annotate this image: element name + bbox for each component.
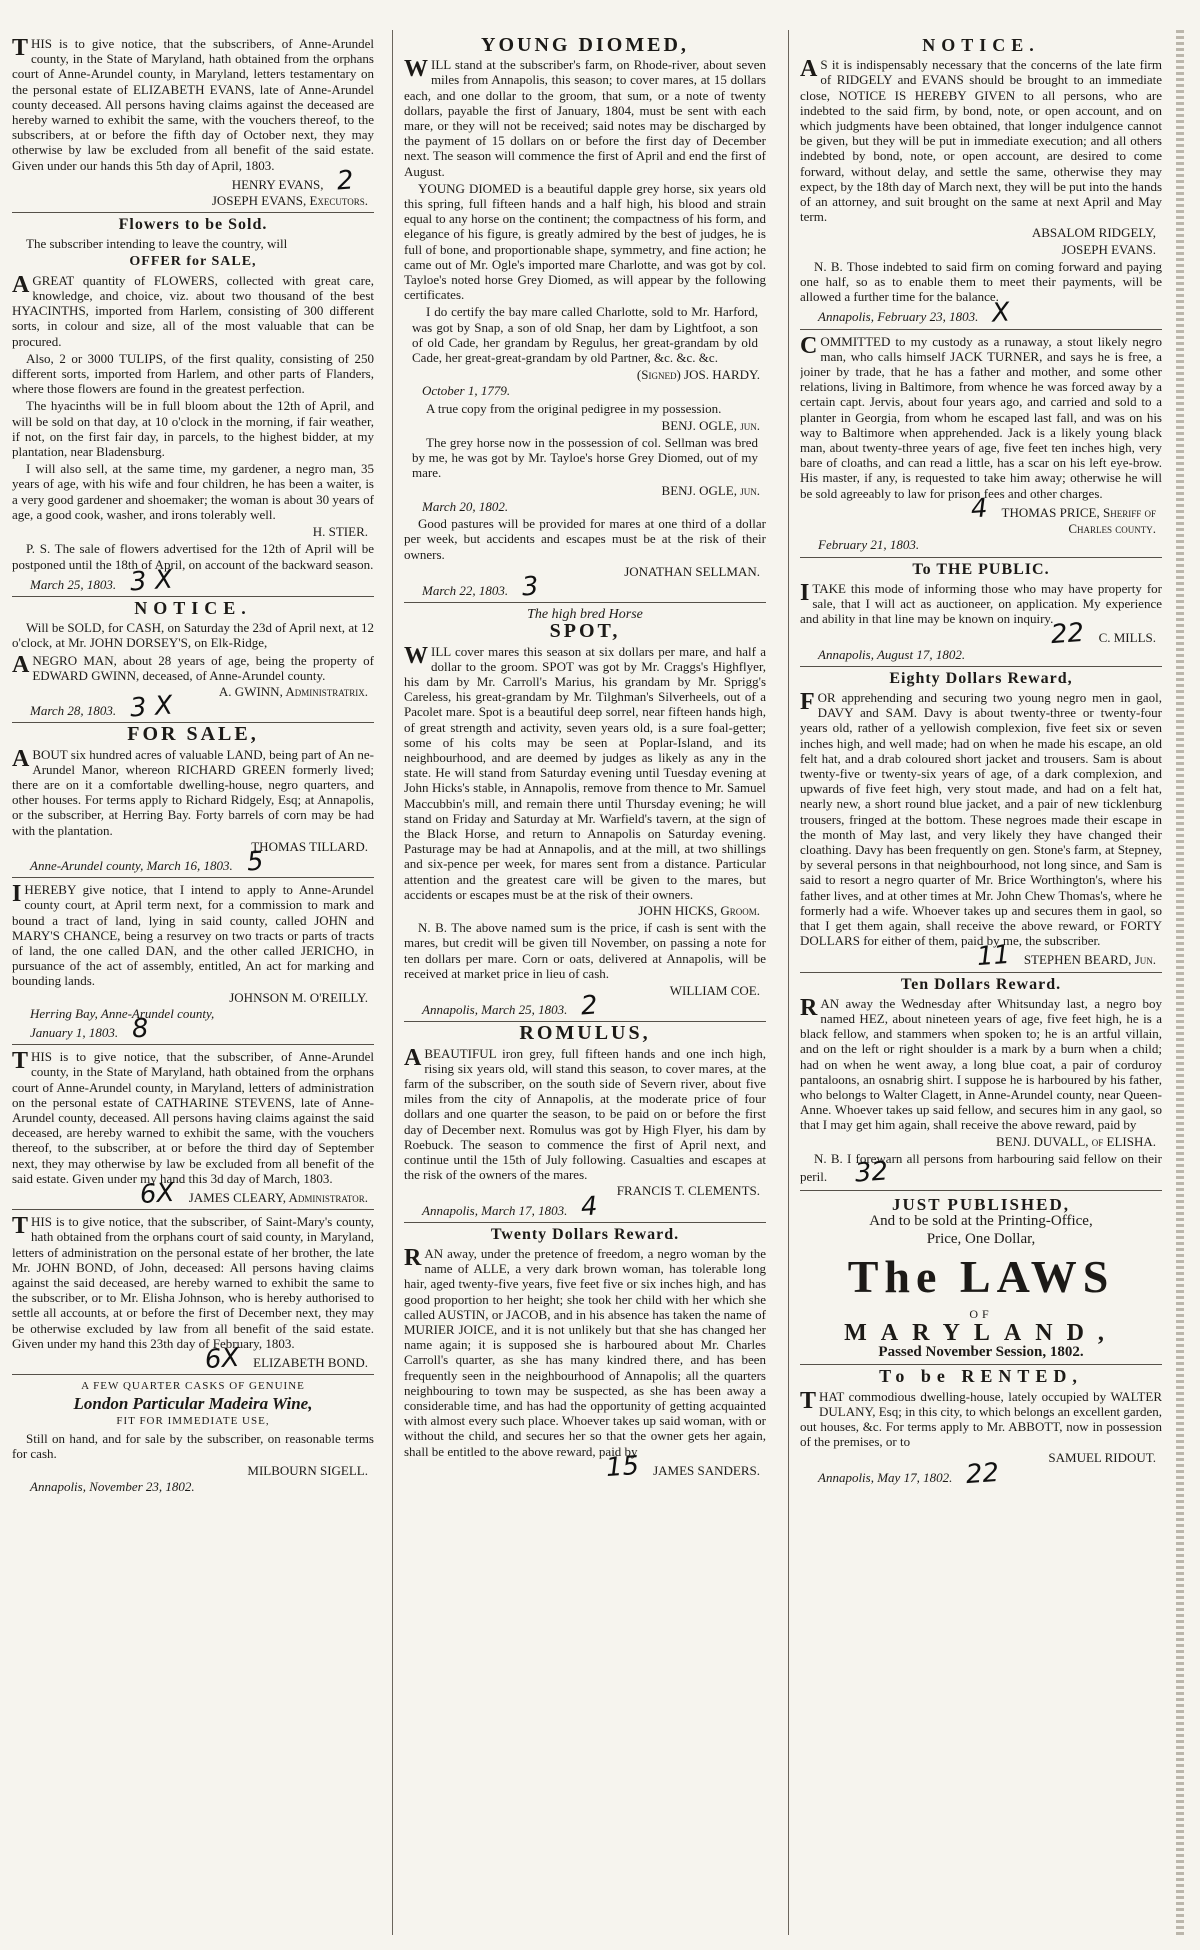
signature: BENJ. OGLE, jun. xyxy=(661,417,760,433)
signature: WILLIAM COE. xyxy=(669,982,760,998)
handwritten-mark: 2 xyxy=(336,165,355,197)
ad-date: October 1, 1779. xyxy=(422,383,511,399)
ad-date: Annapolis, November 23, 1802. xyxy=(30,1479,195,1495)
signature: A. GWINN, Administratrix. xyxy=(218,683,368,699)
certificate: A true copy from the original pedigree in my possession. xyxy=(426,400,722,416)
ad-heading: Ten Dollars Reward. xyxy=(900,975,1062,993)
signature: JOSEPH EVANS, Executors. xyxy=(211,193,368,209)
column-3 xyxy=(800,36,1162,1931)
ad-nota-bene: N. B. The above named sum is the price, if cash is sent with the mares, but credit will be given till November, on passing a note for ten dollars per mare. Corn or oats, delivered at Annapolis, will be received at market price in lieu of cash. xyxy=(404,920,766,981)
ad-body: ABEAUTIFUL iron grey, full fifteen hands and one inch high, rising six years old, will stand this season, to cover mares, at the farm of the subscriber, on the south side of Severn river, about five miles from the city of Annapolis, at the moderate price of four dollars and one quarter the season, to be paid on or before the first day of December next. Romulus was got by High Flyer, his dam by Roebuck. The season to commence the first of April next, and continue until the 15th of July following. Casualties and escapes at the risk of the owners of the mares. xyxy=(404,1044,766,1183)
ad-heading: FOR SALE, xyxy=(127,723,259,746)
ad-body: AS it is indispensably necessary that the concerns of the late firm of RIDGELY and EVANS should be brought to an immediate close, NOTICE IS HEREBY GIVEN to all persons, who are indebted to the said firm, by bond, note, or open account, and on which judgments have been obtained, that longer indulgence cannot be given, but they will be put in immediate execution; and all others indebted by bond, note, or open account, are desired to come forward, without delay, and settle the same, otherwise they may expect, by the 18th day of March next, they will be put into the hands of an attorney, and suit brought on the same at next April and May term. xyxy=(800,56,1162,225)
signature: JONATHAN SELLMAN. xyxy=(624,563,760,579)
book-title: The LAWS xyxy=(847,1250,1115,1302)
ad-romulus xyxy=(404,1022,766,1223)
handwritten-mark: 3 X xyxy=(129,564,174,598)
ad-line: A FEW QUARTER CASKS OF GENUINE xyxy=(81,1380,305,1393)
signature: THOMAS TILLARD. xyxy=(251,838,368,854)
ad-line: MARYLAND, xyxy=(844,1320,1118,1347)
ad-body: RAN away, under the pretence of freedom, a negro woman by the name of ALLE, a very dark brown woman, has tolerable long hair, aged twenty-five years, five feet five or six inches high, and has good proportion to her height; she took her child with her which she called AUSTIN, or JACOB, and in his absence has taken the name of MURIER JOICE, and it is not unlikely but that she has changed her name again; it is supposed she is harboured about Mr. Charles Carroll's quarter, as she has many kindred there, and has been frequently seen in the neighbourhood of Annapolis; all the quarters neighbouring to town may be suspected, as she has been away a considerable time, and has had the opportunity of getting acquainted with almost every such place. Whoever takes up said woman, with or without the child, and secures her so that the owner gets her again, shall be entitled to the above reward, paid by xyxy=(404,1245,766,1459)
ad-spot xyxy=(404,607,766,1022)
ad-body: COMMITTED to my custody as a runaway, a stout likely negro man, who calls himself JACK TURNER, and says he is free, a joiner by trade, that he has a father and mother, and some other relations, living in Baltimore, from whence he was forced away by a certain capt. Jervis, about four years ago, and carried and sold to a planter in Georgia, from whom he escaped last fall, and was on his way to Baltimore when apprehended. Jack is a likely young black man, about twenty-three years of age, five feet ten inches high, very bare of cloaths, and can read a little, has a scar on his left eye-brow. His master, if any, is requested to take him away; otherwise he will be sold agreeably to law for prison fees and other charges. xyxy=(800,332,1162,501)
column-2 xyxy=(404,36,766,1931)
signature: (Signed) JOS. HARDY. xyxy=(636,367,760,383)
ad-nota-bene: N. B. Those indebted to said firm on coming forward and paying one half, so as to enable them to meet their payments, will be allowed a further time for the balance. xyxy=(800,258,1162,305)
ad-date: Annapolis, March 17, 1803. 4 xyxy=(422,1191,599,1223)
handwritten-mark: 22 xyxy=(1050,618,1086,651)
handwritten-mark: 6X xyxy=(203,1342,241,1376)
ad-heading: London Particular Madeira Wine, xyxy=(73,1394,313,1414)
ad-madeira-wine xyxy=(12,1379,374,1498)
ad-body: THAT commodious dwelling-house, lately occupied by WALTER DULANY, Esq; in this city, to which belongs an excellent garden, out houses, &c. For terms apply to Mr. ABBOTT, now in possession of the premises, or to xyxy=(800,1387,1162,1450)
ad-body: THIS is to give notice, that the subscriber, of Anne-Arundel county, in the State of Maryland, hath obtained from the orphans court of Anne-Arundel county, in Maryland, letters of administration on the personal estate of CATHARINE STEVENS, late of Anne-Arundel county, deceased. All persons having claims against the said deceased, are hereby warned to exhibit the same, with the vouchers thereof, to the subscriber, at or before the third day of September next, they may otherwise by law be excluded from all benefit of the said estate. Given under my hand this 3d day of March, 1803. xyxy=(12,1048,374,1186)
handwritten-mark: 3 xyxy=(521,571,540,603)
ad-evans-estate xyxy=(12,36,374,213)
ad-paragraph: Also, 2 or 3000 TULIPS, of the first quality, consisting of 250 different sorts, imported from Harlem, and other parts of Flanders, where those flowers are found in the greatest perfection. xyxy=(12,350,374,397)
ad-body: ITAKE this mode of informing those who may have property for sale, that I will act as auctioneer, on application. My experience and ability in that line may be known on inquiry. xyxy=(800,579,1162,627)
ad-ten-dollars xyxy=(800,977,1162,1192)
ad-date: February 21, 1803. xyxy=(818,537,920,553)
signature: 6X JAMES CLEARY, Administrator. xyxy=(139,1177,368,1211)
ad-line: Price, One Dollar, xyxy=(926,1230,1036,1247)
ad-cleary xyxy=(12,1049,374,1210)
ad-date: Annapolis, March 25, 1803. 2 xyxy=(422,990,599,1022)
signature: FRANCIS T. CLEMENTS. xyxy=(616,1183,760,1199)
signature: H. STIER. xyxy=(312,524,368,540)
ad-date: January 1, 1803. 8 xyxy=(30,1013,150,1045)
ad-nota-bene: N. B. I forewarn all persons from harbouring said fellow on their peril. 32 xyxy=(800,1150,1162,1189)
ad-date: Annapolis, February 23, 1803. X xyxy=(818,297,1012,330)
ad-place: Herring Bay, Anne-Arundel county, xyxy=(30,1005,215,1021)
signature: JOHN HICKS, Groom. xyxy=(638,902,760,918)
ad-paragraph: Good pastures will be provided for mares at one third of a dollar per week, but accidents and escapes must be at the risk of their owners. xyxy=(404,516,766,562)
ad-notice-ridgely-evans xyxy=(800,38,1162,330)
ad-date: Annapolis, May 17, 1802. 22 xyxy=(818,1457,1001,1490)
ad-young-diomed xyxy=(404,38,766,603)
ad-heading: Flowers to be Sold. xyxy=(118,216,268,234)
ad-bond xyxy=(12,1214,374,1375)
handwritten-mark: 15 xyxy=(604,1450,641,1483)
ad-heading: YOUNG DIOMED, xyxy=(481,36,689,56)
ad-body: FOR apprehending and securing two young negro men in gaol, DAVY and SAM. Davy is about twenty-three or twenty-four years old, rather of a yellowish complexion, five feet six or seven inches high, and well made; had on when he made his escape, an old felt hat, and a drab coloured short jacket and trousers. Sam is about twenty-five or twenty-six years of age, of a dark complexion, and upwards of five feet high, very stout made, and had on a felt hat, nearly new, a short round blue jacket, and a pair of new ticklenburg trousers, fringed at the bottom. These negroes made their escape in the month of May last, and very likely they have changed their cloathing. Davy has been frequently on gen. Stone's farm, at Stepney, by several persons in that neighbourhood, not long since, and Sam is said to resort a negro quarter of Mr. Brice Worthington's, where his father lives, and at other times at Mr. John Chew Thomas's, where he formerly had a wife. Whoever takes up and secures them in gaol, so that I get them again, shall receive the above reward, or FORTY DOLLARS for either of them, paid by me, the subscriber. xyxy=(800,688,1162,949)
signature: 15 JAMES SANDERS. xyxy=(604,1450,760,1483)
certificate: I do certify the bay mare called Charlotte, sold to Mr. Harford, was got by Snap, a son of old Snap, her dam by Lightfoot, a son of old Cade, her grandam by Regulus, her great-grandam by old Cade, her great-great-grandam by old Partner, &c. &c. &c. xyxy=(412,304,758,366)
signature: 4 THOMAS PRICE, Sheriff of xyxy=(969,493,1156,525)
signature: JOHNSON M. O'REILLY. xyxy=(229,989,368,1005)
handwritten-mark: 3 X xyxy=(129,690,174,724)
ad-heading: Eighty Dollars Reward, xyxy=(889,669,1073,687)
ad-line: And to be sold at the Printing-Office, xyxy=(869,1213,1093,1230)
ad-heading: To THE PUBLIC. xyxy=(912,560,1050,578)
ad-date: March 22, 1803. 3 xyxy=(422,571,540,603)
handwritten-mark: 8 xyxy=(131,1013,150,1045)
signature: 22 C. MILLS. xyxy=(1050,618,1156,651)
ad-subheading: OFFER for SALE, xyxy=(129,253,257,269)
ad-date: Annapolis, August 17, 1802. xyxy=(818,646,966,662)
ad-body: WILL cover mares this season at six dollars per mare, and half a dollar to the groom. SPOT was got by Mr. Craggs's Highflyer, his dam by Mr. Carroll's Marius, his grandam by Mr. Sprigg's Careless, his great-grandam by Mr. Tilghman's Silverheels, out of a Pacolet mare. Spot is a beautiful deep sorrel, near fifteen hands high, of great strength and activity, seven years old, is a sure foal-getter; some of his colts may be seen at Poplar-Island, and its neighbourhood, and are deemed by judges as likely as any in the state. He will stand from Saturday evening until Tuesday evening at John Hicks's stable, in Annapolis, remove from thence to Mr. Samuel Maccubbin's mill, and remain there until Thursday evening; he will stand on Friday and Saturday at Mr. Warfield's tavern, at the sign of the Black Horse, and return to Annapolis on Saturday evening. Pasturage may be had at Annapolis, and at the mill, at two shillings and six-pence per week, for mares sent from a distance. Particular attention and the greatest care will be given to the mares, but accidents or escapes must be at the risk of their owners. xyxy=(404,642,766,902)
ad-heading: ROMULUS, xyxy=(519,1022,651,1045)
ad-heading: To be RENTED, xyxy=(879,1366,1083,1387)
ad-body: ABOUT six hundred acres of valuable LAND, being part of An ne-Arundel Manor, whereon RICHARD GREEN formerly lived; there are on it a comfortable dwelling-house, negro quarters, and other houses. For terms apply to Richard Ridgely, Esq; at Annapolis, or the subscriber, at Herring Bay. Forty barrels of corn may be had with the plantation. xyxy=(12,745,374,838)
signature: SAMUEL RIDOUT. xyxy=(1048,1450,1156,1466)
ad-line: Passed November Session, 1802. xyxy=(878,1344,1084,1361)
ad-heading: NOTICE. xyxy=(134,597,252,618)
signature: Charles county. xyxy=(1068,521,1156,537)
ad-body: IHEREBY give notice, that I intend to apply to Anne-Arundel county court, at April term next, for a commission to mark and bound a tract of land, lying in said county, called JOHN and MARY'S CHANCE, being a resurvey on two tracts or parts of tracts of land, the one called DAN, and the other called JERICHO, in pursuance of the act of assembly, entitled, An act for marking and bounding lands. xyxy=(12,881,374,989)
handwritten-mark: 2 xyxy=(580,990,599,1022)
ad-notice-gwinn xyxy=(12,597,374,724)
signature: 11 STEPHEN BEARD, Jun. xyxy=(975,940,1156,973)
handwritten-mark: X xyxy=(991,297,1012,330)
ad-body: Still on hand, and for sale by the subscriber, on reasonable terms for cash. xyxy=(12,1430,374,1462)
handwritten-mark: 22 xyxy=(965,1457,1001,1490)
ad-intro: The subscriber intending to leave the country, will xyxy=(26,236,288,252)
handwritten-mark: 6X xyxy=(139,1177,176,1211)
signature: BENJ. DUVALL, of ELISHA. xyxy=(995,1133,1156,1149)
ad-paragraph: I will also sell, at the same time, my gardener, a negro man, 35 years of age, with his wife and four children, he has been a waiter, is a very good gardener and shoemaker; the woman is about 30 years of age, a good cook, washer, and irons tolerably well. xyxy=(12,461,374,522)
ad-body: WILL stand at the subscriber's farm, on Rhode-river, about seven miles from Annapolis, this season; to cover mares, at 15 dollars each, and one dollar to the groom, that sum, or a note of twenty dollars, payable the first of January, 1804, must be sent with each mare, or they will not be received; said notes may be discharged by the payment of 15 dollars on or before the first day of December next. The season will commence the first of April and end the first of August. xyxy=(404,56,766,179)
handwritten-mark: 5 xyxy=(245,846,265,878)
ad-paragraph: The hyacinths will be in full bloom about the 12th of April, and will be sold on that day, at 10 o'clock in the morning, if fair weather, if not, on the first fair day, in parcels, to the highest bidder, at my plantation, near Bladensburg. xyxy=(12,398,374,460)
signature: HENRY EVANS, 2 xyxy=(231,165,355,197)
ad-to-be-rented xyxy=(800,1366,1162,1490)
signature: BENJ. OGLE, jun. xyxy=(661,482,760,498)
handwritten-mark: 4 xyxy=(969,493,989,525)
ad-body: RAN away the Wednesday after Whitsunday last, a negro boy named HEZ, about nineteen years of age, five feet high, he is a black fellow, and stammers when spoken to; he is an artful villain, and on the left or right shoulder is a mark by a burn when a child; had on when he went away, a long blue coat, a pair of corduroy pantaloons, an osnabrig shirt. I suppose he is harboured by his father, who belongs to Walter Clagett, in Anne-Arundel county, near Queen-Anne. Whoever takes up said fellow, and secures him in any gaol, so that I may get him again, shall receive the above reward, paid by xyxy=(800,994,1162,1133)
signature: JOSEPH EVANS. xyxy=(1061,241,1156,257)
ad-twenty-dollars xyxy=(404,1227,766,1482)
ad-subheading: The high bred Horse xyxy=(527,607,643,623)
column-rule xyxy=(788,30,789,1935)
ad-body: THIS is to give notice, that the subscriber, of Saint-Mary's county, hath obtained from the orphans court of said county, in Maryland, letters of administration on the personal estate of her brother, the late Mr. JOHN BOND, of John, deceased: All persons having claims against the said deceased, are hereby warned to exhibit the same to the subscriber, or to Mr. Elisha Johnson, who is hereby authorised to settle all accounts, at or before the first of December next, they may be otherwise excluded by law from all benefit of the said estate. Given under my hand this 23th day of February, 1803. xyxy=(12,1213,374,1351)
ad-heading: NOTICE. xyxy=(922,36,1040,55)
handwritten-mark: 32 xyxy=(854,1156,890,1189)
ad-date: March 20, 1802. xyxy=(422,498,509,514)
ad-paragraph: YOUNG DIOMED is a beautiful dapple grey horse, six years old this spring, full fifteen hands and a half high, his blood and strain equal to any horse on the continent; the compactness of his form, and elegance of his figure, is greatly admired by the best of judges, he is full of bone, and proportionable shape, symmetry, and fine action; he came out of Mr. Ogle's imported mare Charlotte, and was got by col. Tayloe's noted horse Grey Diomed, as will appear by the following certificates. xyxy=(404,180,766,303)
ad-laws-of-maryland xyxy=(800,1197,1162,1365)
ad-line: OF xyxy=(969,1306,993,1321)
ad-date: March 25, 1803. 3 X xyxy=(30,564,174,598)
ad-to-the-public xyxy=(800,562,1162,667)
ad-oreilly xyxy=(12,882,374,1045)
ad-heading: JUST PUBLISHED, xyxy=(891,1195,1070,1215)
ad-flowers xyxy=(12,217,374,597)
column-1 xyxy=(12,36,374,1931)
ad-date: Anne-Arundel county, March 16, 1803. 5 xyxy=(30,846,265,878)
handwritten-mark: 4 xyxy=(580,1191,599,1223)
ad-eighty-dollars xyxy=(800,671,1162,973)
certificate: The grey horse now in the possession of col. Sellman was bred by me, he was got by Mr. Tayloe's horse Grey Diomed, out of my mare. xyxy=(412,435,758,481)
ad-heading: SPOT, xyxy=(549,620,621,643)
ad-intro: Will be SOLD, for CASH, on Saturday the 23d of April next, at 12 o'clock, at Mr. JOHN DORSEY'S, on Elk-Ridge, xyxy=(12,620,374,651)
ad-body: AGREAT quantity of FLOWERS, collected with great care, knowledge, and choice, viz. about two thousand of the best HYACINTHS, imported from Harlem, consisting of 300 different sorts, in colour and size, all of the most valuable that can be procured. xyxy=(12,271,374,349)
ad-date: March 28, 1803. 3 X xyxy=(30,690,174,724)
signature: MILBOURN SIGELL. xyxy=(247,1463,368,1479)
ad-committed-runaway xyxy=(800,334,1162,558)
handwritten-mark: 11 xyxy=(975,940,1011,973)
ad-body: ANEGRO MAN, about 28 years of age, being the property of EDWARD GWINN, deceased, of Anne-Arundel county. xyxy=(12,651,374,683)
ad-postscript: P. S. The sale of flowers advertised for the 12th of April will be postponed until the 18th of April, on account of the backward season. xyxy=(12,541,374,572)
ad-for-sale-land xyxy=(12,723,374,878)
ad-heading: Twenty Dollars Reward. xyxy=(490,1225,680,1243)
ad-body: THIS is to give notice, that the subscribers, of Anne-Arundel county, in the State of Maryland, hath obtained from the orphans court of Anne-Arundel county, in Maryland, letters testamentary on the personal estate of ELIZABETH EVANS, late of Anne-Arundel county deceased. All persons having claims against the deceased are hereby warned to exhibit the same, with the vouchers thereof, to the subscribers, at or before the fifth day of October next, they may otherwise by law be excluded from all benefit of the said estate. Given under our hands this 5th day of April, 1803. xyxy=(12,36,374,173)
signature: ABSALOM RIDGELY, xyxy=(1031,225,1156,241)
ad-line: FIT FOR IMMEDIATE USE, xyxy=(116,1414,270,1427)
torn-edge xyxy=(1176,30,1184,1935)
signature: 6X ELIZABETH BOND. xyxy=(203,1342,368,1376)
column-rule xyxy=(392,30,393,1935)
